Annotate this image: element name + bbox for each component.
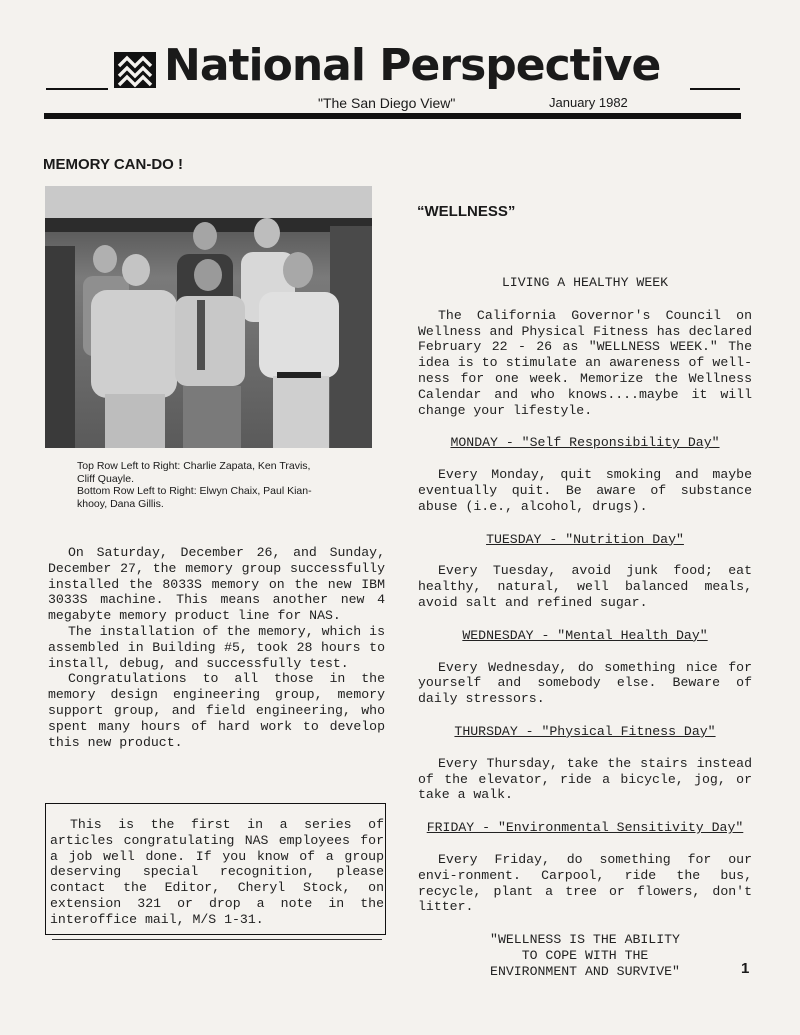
- monday-heading: MONDAY - "Self Responsibility Day": [450, 435, 720, 451]
- masthead-tagline: "The San Diego View": [318, 95, 456, 111]
- article-paragraph: On Saturday, December 26, and Sunday, December 27, the memory group successfully installed the 8033S memory on the new IBM 3033S machine. This means another new 4 megabyte memory product line for NAS.: [48, 545, 385, 624]
- masthead-rule-right: [690, 88, 740, 90]
- wellness-intro: The California Governor's Council on Wellness and Physical Fitness has declared February 22 - 26 as "WELLNESS WEEK." The idea is to stimulate an awareness of well-ness for one week. Memorize the Wellness Calendar and who knows....maybe it will change your lifestyle.: [418, 307, 752, 418]
- friday-text: Every Friday, do something for our envi-ronment. Carpool, ride the bus, recycle, plant a tree or flowers, don't litter.: [418, 851, 752, 915]
- photo-caption: [77, 460, 367, 510]
- recognition-box-text: [50, 817, 384, 928]
- tuesday-heading: TUESDAY - "Nutrition Day": [486, 531, 684, 547]
- group-photo: [45, 186, 372, 448]
- quote-line: TO COPE WITH THE: [521, 947, 649, 963]
- wellness-article-body: [418, 275, 752, 980]
- article-paragraph: The installation of the memory, which is assembled in Building #5, took 28 hours to install, debug, and successfully test.: [48, 623, 385, 671]
- memory-headline: MEMORY CAN-DO !: [43, 156, 183, 173]
- wednesday-text: Every Wednesday, do something nice for yourself and somebody else. Beware of daily stressors.: [418, 659, 752, 707]
- caption-line: Cliff Quayle.: [77, 472, 134, 485]
- quote-line: ENVIRONMENT AND SURVIVE": [490, 963, 680, 979]
- masthead-title: National Perspective: [164, 40, 661, 91]
- group-photo-image: [45, 186, 372, 448]
- masthead-divider: [44, 113, 741, 119]
- page-number: 1: [741, 960, 750, 977]
- wellness-headline: “WELLNESS”: [417, 203, 516, 220]
- friday-heading: FRIDAY - "Environmental Sensitivity Day": [426, 820, 744, 836]
- recognition-text: This is the first in a series of articles congratulating NAS employees for a job well done. If you know of a group deserving special recognition, please contact the Editor, Cheryl Stock, on extension 321 or drop a note in the interoffice mail, M/S 1-31.: [50, 817, 384, 927]
- thursday-heading: THURSDAY - "Physical Fitness Day": [454, 723, 716, 739]
- issue-date: January 1982: [549, 95, 628, 110]
- tuesday-text: Every Tuesday, avoid junk food; eat healthy, natural, well balanced meals, avoid salt and refined sugar.: [418, 563, 752, 610]
- article-paragraph: Congratulations to all those in the memory design engineering group, memory support group, and field engineering, who spent many hours of hard work to develop this new product.: [48, 671, 385, 750]
- caption-line: khooy, Dana Gillis.: [77, 497, 164, 510]
- thursday-text: Every Thursday, take the stairs instead of the elevator, ride a bicycle, jog, or take a walk.: [418, 755, 752, 803]
- memory-article-body: [48, 545, 385, 750]
- wellness-subhead: LIVING A HEALTHY WEEK: [501, 275, 669, 290]
- box-underline: [52, 939, 382, 940]
- caption-line: Bottom Row Left to Right: Elwyn Chaix, Paul Kian-: [77, 485, 312, 498]
- monday-text: Every Monday, quit smoking and maybe eventually quit. Be aware of substance abuse (i.e., alcohol, drugs).: [418, 467, 752, 514]
- wellness-quote: [418, 932, 752, 979]
- masthead-rule-left: [46, 88, 108, 90]
- caption-line: Top Row Left to Right: Charlie Zapata, Ken Travis,: [77, 460, 311, 472]
- national-logo-icon: [114, 52, 156, 88]
- quote-line: "WELLNESS IS THE ABILITY: [490, 932, 680, 948]
- wednesday-heading: WEDNESDAY - "Mental Health Day": [462, 627, 708, 643]
